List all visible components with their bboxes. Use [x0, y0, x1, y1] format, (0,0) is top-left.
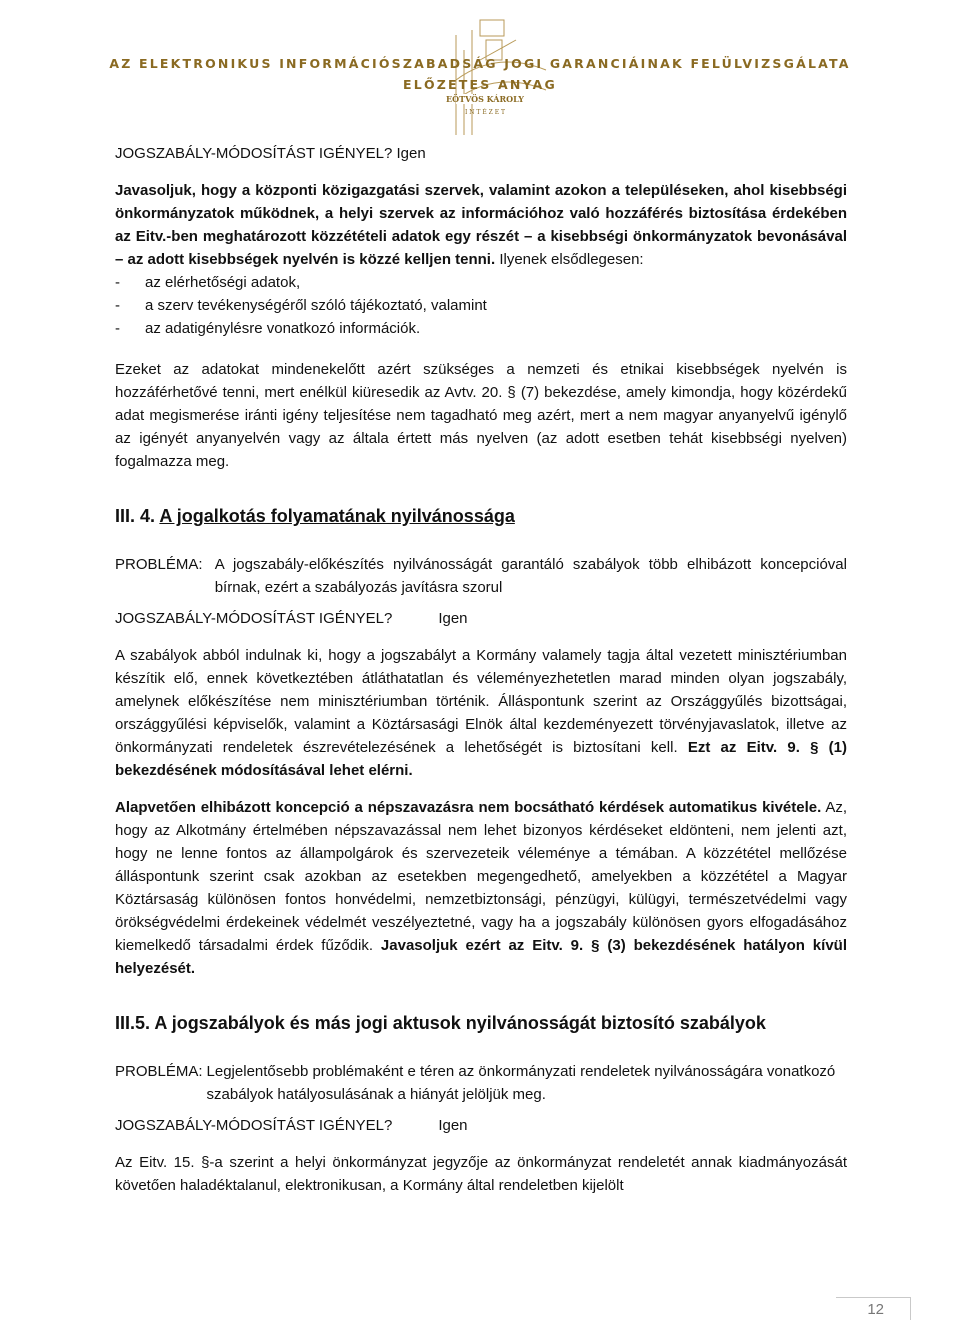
logo-text: EÖTVÖS KÁROLY [446, 94, 524, 104]
problem-text: Legjelentősebb problémaként e téren az önkormányzati rendeletek nyilvánosságára vonatkozó szabályok hatályosulásának a hiányát jelöljük meg. [206, 1063, 836, 1103]
list-item: - a szerv tevékenységéről szóló tájékoztató, valamint [115, 297, 487, 314]
running-header [0, 56, 960, 92]
problem-statement-2 [115, 1060, 847, 1106]
jm-question-3 [115, 1114, 847, 1137]
jm-label: JOGSZABÁLY-MÓDOSÍTÁST IGÉNYEL? [115, 145, 393, 162]
section-heading-III-4 [115, 503, 847, 529]
problem-text: A jogszabály-előkészítés nyilvánosságát garantáló szabályok több elhibázott koncepcióval bírnak, ezért a szabályozás javításra szorul [214, 556, 847, 596]
jm-question-2 [115, 607, 847, 630]
problem-label: PROBLÉMA: [115, 556, 203, 573]
referendum-thesis: Alapvetően elhibázott koncepció a népszavazásra nem bocsátható kérdések automatikus kivétele. [115, 799, 822, 816]
jm-label: JOGSZABÁLY-MÓDOSÍTÁST IGÉNYEL? [115, 1117, 393, 1134]
section-title: A jogszabályok és más jogi aktusok nyilvánosságát biztosító szabályok [154, 1013, 766, 1033]
eitv-15-paragraph: Az Eitv. 15. §-a szerint a helyi önkormányzat jegyzője az önkormányzat rendeletét annak kiadmányozását követően haladéktalanul, elektronikusan, a Kormány által rendeletben kijelölt [115, 1154, 847, 1194]
section-heading-III-5 [115, 1010, 847, 1036]
header-subtitle: ELŐZETES ANYAG [403, 77, 557, 92]
problem-label: PROBLÉMA: [115, 1063, 203, 1080]
section-number: III. 4. [115, 506, 156, 526]
page-number: 12 [867, 1301, 884, 1318]
section-number: III.5. [115, 1013, 151, 1033]
data-list [115, 271, 847, 340]
list-item: - az elérhetőségi adatok, [115, 274, 301, 291]
recommendation-paragraph [115, 179, 847, 271]
jm-answer: Igen [438, 610, 468, 627]
jm-answer: Igen [396, 145, 426, 162]
list-item: - az adatigénylésre vonatkozó információk. [115, 320, 421, 337]
jm-label: JOGSZABÁLY-MÓDOSÍTÁST IGÉNYEL? [115, 610, 393, 627]
referendum-paragraph: Alapvetően elhibázott koncepció a népszavazásra nem bocsátható kérdések automatikus kivétele. Az, hogy az Alkotmány értelmében népszavazással nem lehet bizonyos kérdéseket eldönteni, nem jelenti azt, hogy ne lenne fontos az állampolgárok és szervezeteik véleménye a témában. A közzététel mellőzése álláspontunk szerint csak azokban az esetekben megengedhető, amelyekben a közzététel a Magyar Köztársaság különösen fontos honvédelmi, nemzetbiztonsági, pénzügyi, külügyi, természetvédelmi vagy örökségvédelmi érdekeinek védelmét veszélyeztetné, vagy ha a jogszabály különösen gyors elfogadásához kiemelkedő társadalmi érdek fűződik. Javasoljuk ezért az Eitv. 9. § (3) bekezdésének hatályon kívül helyezését. [115, 799, 847, 977]
problem-statement-1 [115, 553, 847, 599]
page-number-box [836, 1297, 911, 1320]
jm-question-1 [115, 142, 847, 165]
jm-answer: Igen [438, 1117, 468, 1134]
minority-language-paragraph: Ezeket az adatokat mindenekelőtt azért szükséges a nemzeti és etnikai kisebbségek nyelvén is hozzáférhetővé tenni, mert enélkül kiüresedik az Avtv. 20. § (7) bekezdése, amely kimondja, hogy közérdekű adat megismerése iránti igény teljesítése nem tagadható meg azért, mert a nem magyar anyanyelvű igénylő az igényét anyanyelvén vagy az általa értett más nyelven (az adott esetben tehát kisebbségi nyelven) fogalmazza meg. [115, 361, 847, 470]
rules-conclusion: Ezt az Eitv. 9. § (1) bekezdésének módosításával lehet elérni. [115, 739, 848, 779]
section-title: A jogalkotás folyamatának nyilvánossága [159, 506, 515, 526]
header-title: AZ ELEKTRONIKUS INFORMÁCIÓSZABADSÁG JOGI GARANCIÁINAK FELÜLVIZSGÁLATA [109, 56, 851, 71]
logo-subtext: I N T É Z E T [465, 109, 505, 116]
recommendation-rest: Ilyenek elsődlegesen: [499, 251, 644, 268]
referendum-conclusion: Javasoljuk ezért az Eitv. 9. § (3) bekezdésének hatályon kívül helyezését. [115, 937, 847, 977]
recommendation-bold: Javasoljuk, hogy a központi közigazgatási szervek, valamint azokon a településeken, ahol kisebbségi önkormányzatok működnek, a helyi szervek az információhoz való hozzáférés biztosítása érdekében az Eitv.-ben meghatározott közzétételi adatok egy részét – a kisebbségi önkormányzatok bevonásával – az adott kisebbségek nyelvén is közzé kelljen tenni. [115, 182, 847, 268]
page-content [115, 142, 847, 1197]
rules-paragraph: A szabályok abból indulnak ki, hogy a jogszabályt a Kormány valamely tagja által vezetett minisztériumban készítik elő, ennek következtében átláthatatlan és véleményezhetetlen marad minden olyan jogszabály, amelynek előkészítése nem minisztériumban történik. Álláspontunk szerint az Országgyűlés bizottságai, országgyűlési képviselők, valamint a Köztársasági Elnök által kezdeményezett törvényjavaslatok, illetve az önkormányzati rendeletek észrevételezésének a lehetőségét is biztosítani kell. Ezt az Eitv. 9. § (1) bekezdésének módosításával lehet elérni. [115, 647, 848, 779]
